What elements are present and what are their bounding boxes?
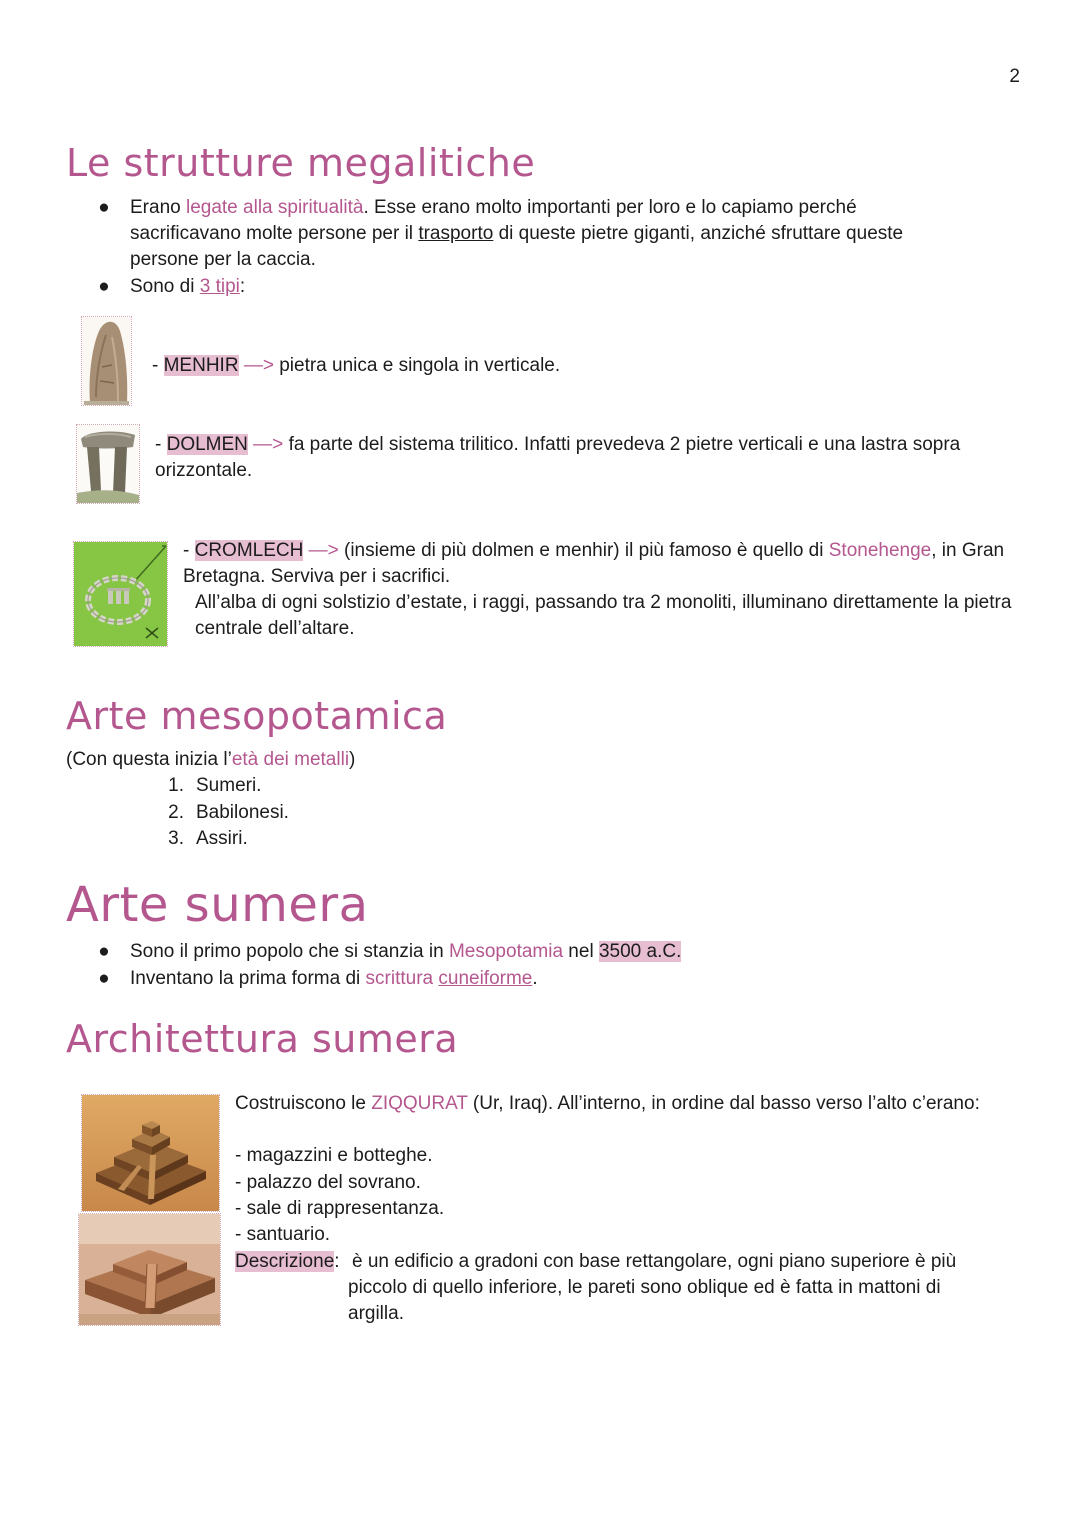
link-cuneiforme[interactable]: cuneiforme	[438, 968, 533, 989]
menhir-label: MENHIR	[163, 355, 239, 376]
paragraph-tipi: Sono di 3 tipi:	[130, 276, 246, 297]
descrizione-label-wrap: Descrizione:	[235, 1251, 340, 1272]
bullet-dot: ●	[98, 197, 110, 218]
link-3-tipi[interactable]: 3 tipi	[199, 276, 240, 297]
ziggurat-photo-image	[78, 1213, 221, 1326]
ziggurat-model-image	[81, 1094, 220, 1212]
list-item: - magazzini e botteghe.	[235, 1145, 433, 1166]
list-item: - palazzo del sovrano.	[235, 1172, 421, 1193]
bullet-dot: ●	[98, 968, 110, 989]
dolmen-label: DOLMEN	[166, 434, 248, 455]
bullet-dot: ●	[98, 941, 110, 962]
cromlech-solstizio: All’alba di ogni solstizio d’estate, i raggi, passando tra 2 monoliti, illuminano direttamente la pietra centrale dell’altare.	[195, 592, 1012, 639]
list-item-assiri: Assiri.	[196, 828, 248, 849]
mesopotamica-intro: (Con questa inizia l’età dei metalli)	[66, 749, 356, 770]
list-item-babilonesi: Babilonesi.	[196, 802, 289, 823]
ziqqurat-intro: Costruiscono le ZIQQURAT (Ur, Iraq). All’interno, in ordine dal basso verso l’alto c’erano:	[235, 1093, 980, 1114]
heading-arte-mesopotamica: Arte mesopotamica	[66, 694, 448, 738]
dolmen-line: - DOLMEN —> fa parte del sistema trilitico. Infatti prevedeva 2 pietre verticali e una lastra sopra orizzontale.	[155, 434, 961, 481]
descrizione-label: Descrizione	[235, 1251, 335, 1272]
date-highlight: 3500 a.C.	[598, 941, 682, 962]
paragraph-primo-popolo: Sono il primo popolo che si stanzia in Mesopotamia nel 3500 a.C.	[130, 941, 682, 962]
list-number: 2.	[168, 802, 184, 823]
list-number: 1.	[168, 775, 184, 796]
page-number: 2	[1009, 66, 1020, 87]
paragraph-scrittura: Inventano la prima forma di scrittura cuneiforme.	[130, 968, 538, 989]
heading-architettura-sumera: Architettura sumera	[66, 1017, 459, 1061]
descrizione-text: è un edificio a gradoni con base rettangolare, ogni piano superiore è più piccolo di quello inferiore, le pareti sono oblique ed è fatta in mattoni di argilla.	[348, 1251, 957, 1324]
dolmen-image	[76, 424, 140, 504]
bullet-dot: ●	[98, 276, 110, 297]
menhir-image	[81, 316, 132, 406]
cromlech-label: CROMLECH	[194, 540, 304, 561]
cromlech-image	[73, 541, 168, 647]
heading-strutture-megalitiche: Le strutture megalitiche	[66, 141, 536, 185]
cromlech-line: - CROMLECH —> (insieme di più dolmen e menhir) il più famoso è quello di Stonehenge, in Gran Bretagna. Serviva per i sacrifici.	[183, 540, 1005, 587]
menhir-line: - MENHIR —> pietra unica e singola in verticale.	[152, 355, 561, 376]
list-number: 3.	[168, 828, 184, 849]
paragraph-spiritualita: Erano legate alla spiritualità. Esse erano molto importanti per loro e lo capiamo perché sacrificavano molte persone per il trasporto di queste pietre giganti, anziché sfruttare queste persone per la caccia.	[130, 197, 904, 270]
list-item: - santuario.	[235, 1224, 331, 1245]
list-item-sumeri: Sumeri.	[196, 775, 262, 796]
heading-arte-sumera: Arte sumera	[66, 877, 369, 933]
list-item: - sale di rappresentanza.	[235, 1198, 445, 1219]
